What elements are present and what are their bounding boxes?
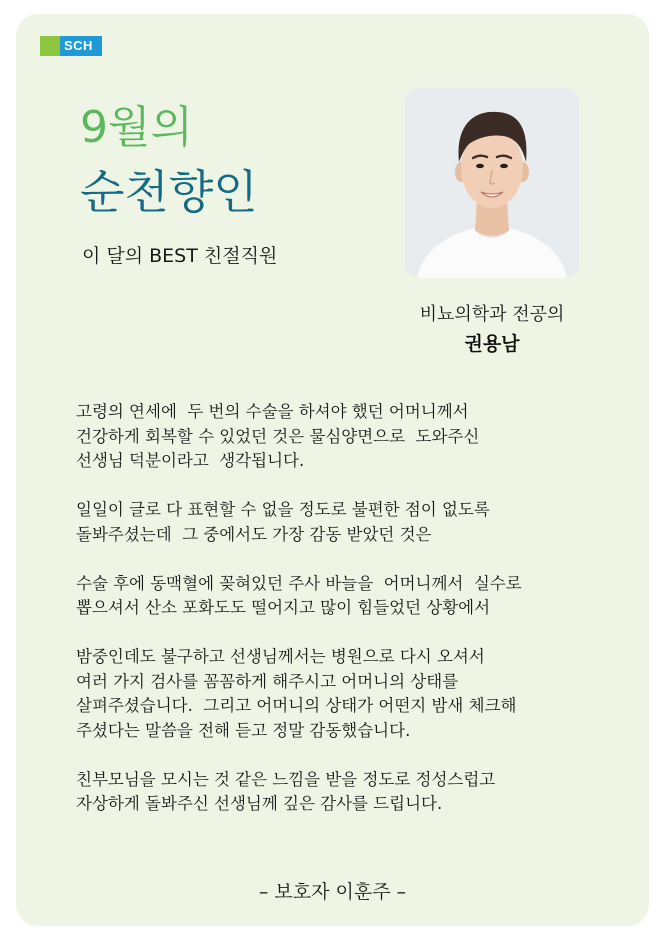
sch-logo bbox=[40, 36, 102, 56]
letter-line: 수술 후에 동맥혈에 꽂혀있던 주사 바늘을 어머니께서 실수로 bbox=[76, 573, 522, 593]
staff-name: 권용남 bbox=[464, 333, 520, 355]
letter-line: 자상하게 돌봐주신 선생님께 깊은 감사를 드립니다. bbox=[76, 794, 443, 813]
letter-line: 친부모님을 모시는 것 같은 느낌을 받을 정도로 정성스럽고 bbox=[76, 769, 496, 789]
letter-paragraph bbox=[76, 400, 596, 474]
letter-line: 뽑으셔서 산소 포화도도 떨어지고 많이 힘들었던 상황에서 bbox=[76, 598, 491, 617]
letter-line: 건강하게 회복할 수 있었던 것은 물심양면으로 도와주신 bbox=[76, 426, 480, 446]
page-title: 순천향인 bbox=[80, 165, 258, 219]
logo-green-block bbox=[40, 36, 60, 56]
letter-line: 일일이 글로 다 표현할 수 없을 정도로 불편한 점이 없도록 bbox=[76, 500, 490, 519]
month-title: 9월의 bbox=[80, 102, 194, 153]
letter-line: 고령의 연세에 두 번의 수술을 하셔야 했던 어머니께서 bbox=[76, 402, 469, 421]
letter-line: 주셨다는 말씀을 전해 듣고 정말 감동했습니다. bbox=[76, 720, 411, 740]
staff-photo bbox=[405, 88, 579, 278]
person-portrait-icon bbox=[405, 88, 579, 278]
letter-paragraph bbox=[76, 645, 596, 743]
letter-paragraph bbox=[76, 768, 596, 817]
letter-line: 살펴주셨습니다. 그리고 어머니의 상태가 어떤지 밤새 체크해 bbox=[76, 696, 517, 715]
letter-paragraph bbox=[76, 498, 596, 547]
letter-signature: – 보호자 이훈주 – bbox=[258, 881, 407, 903]
letter-paragraph bbox=[76, 572, 596, 621]
letter-body bbox=[76, 400, 596, 841]
logo-text: SCH bbox=[60, 36, 102, 56]
letter-line: 밤중인데도 불구하고 선생님께서는 병원으로 다시 오셔서 bbox=[76, 647, 485, 666]
letter-line: 돌봐주셨는데 그 중에서도 가장 감동 받았던 것은 bbox=[76, 524, 432, 544]
letter-line: 여러 가지 검사를 꼼꼼하게 해주시고 어머니의 상태를 bbox=[76, 671, 459, 691]
page-subtitle: 이 달의 BEST 친절직원 bbox=[82, 245, 278, 267]
staff-department: 비뇨의학과 전공의 bbox=[419, 304, 565, 325]
letter-line: 선생님 덕분이라고 생각됩니다. bbox=[76, 451, 305, 470]
